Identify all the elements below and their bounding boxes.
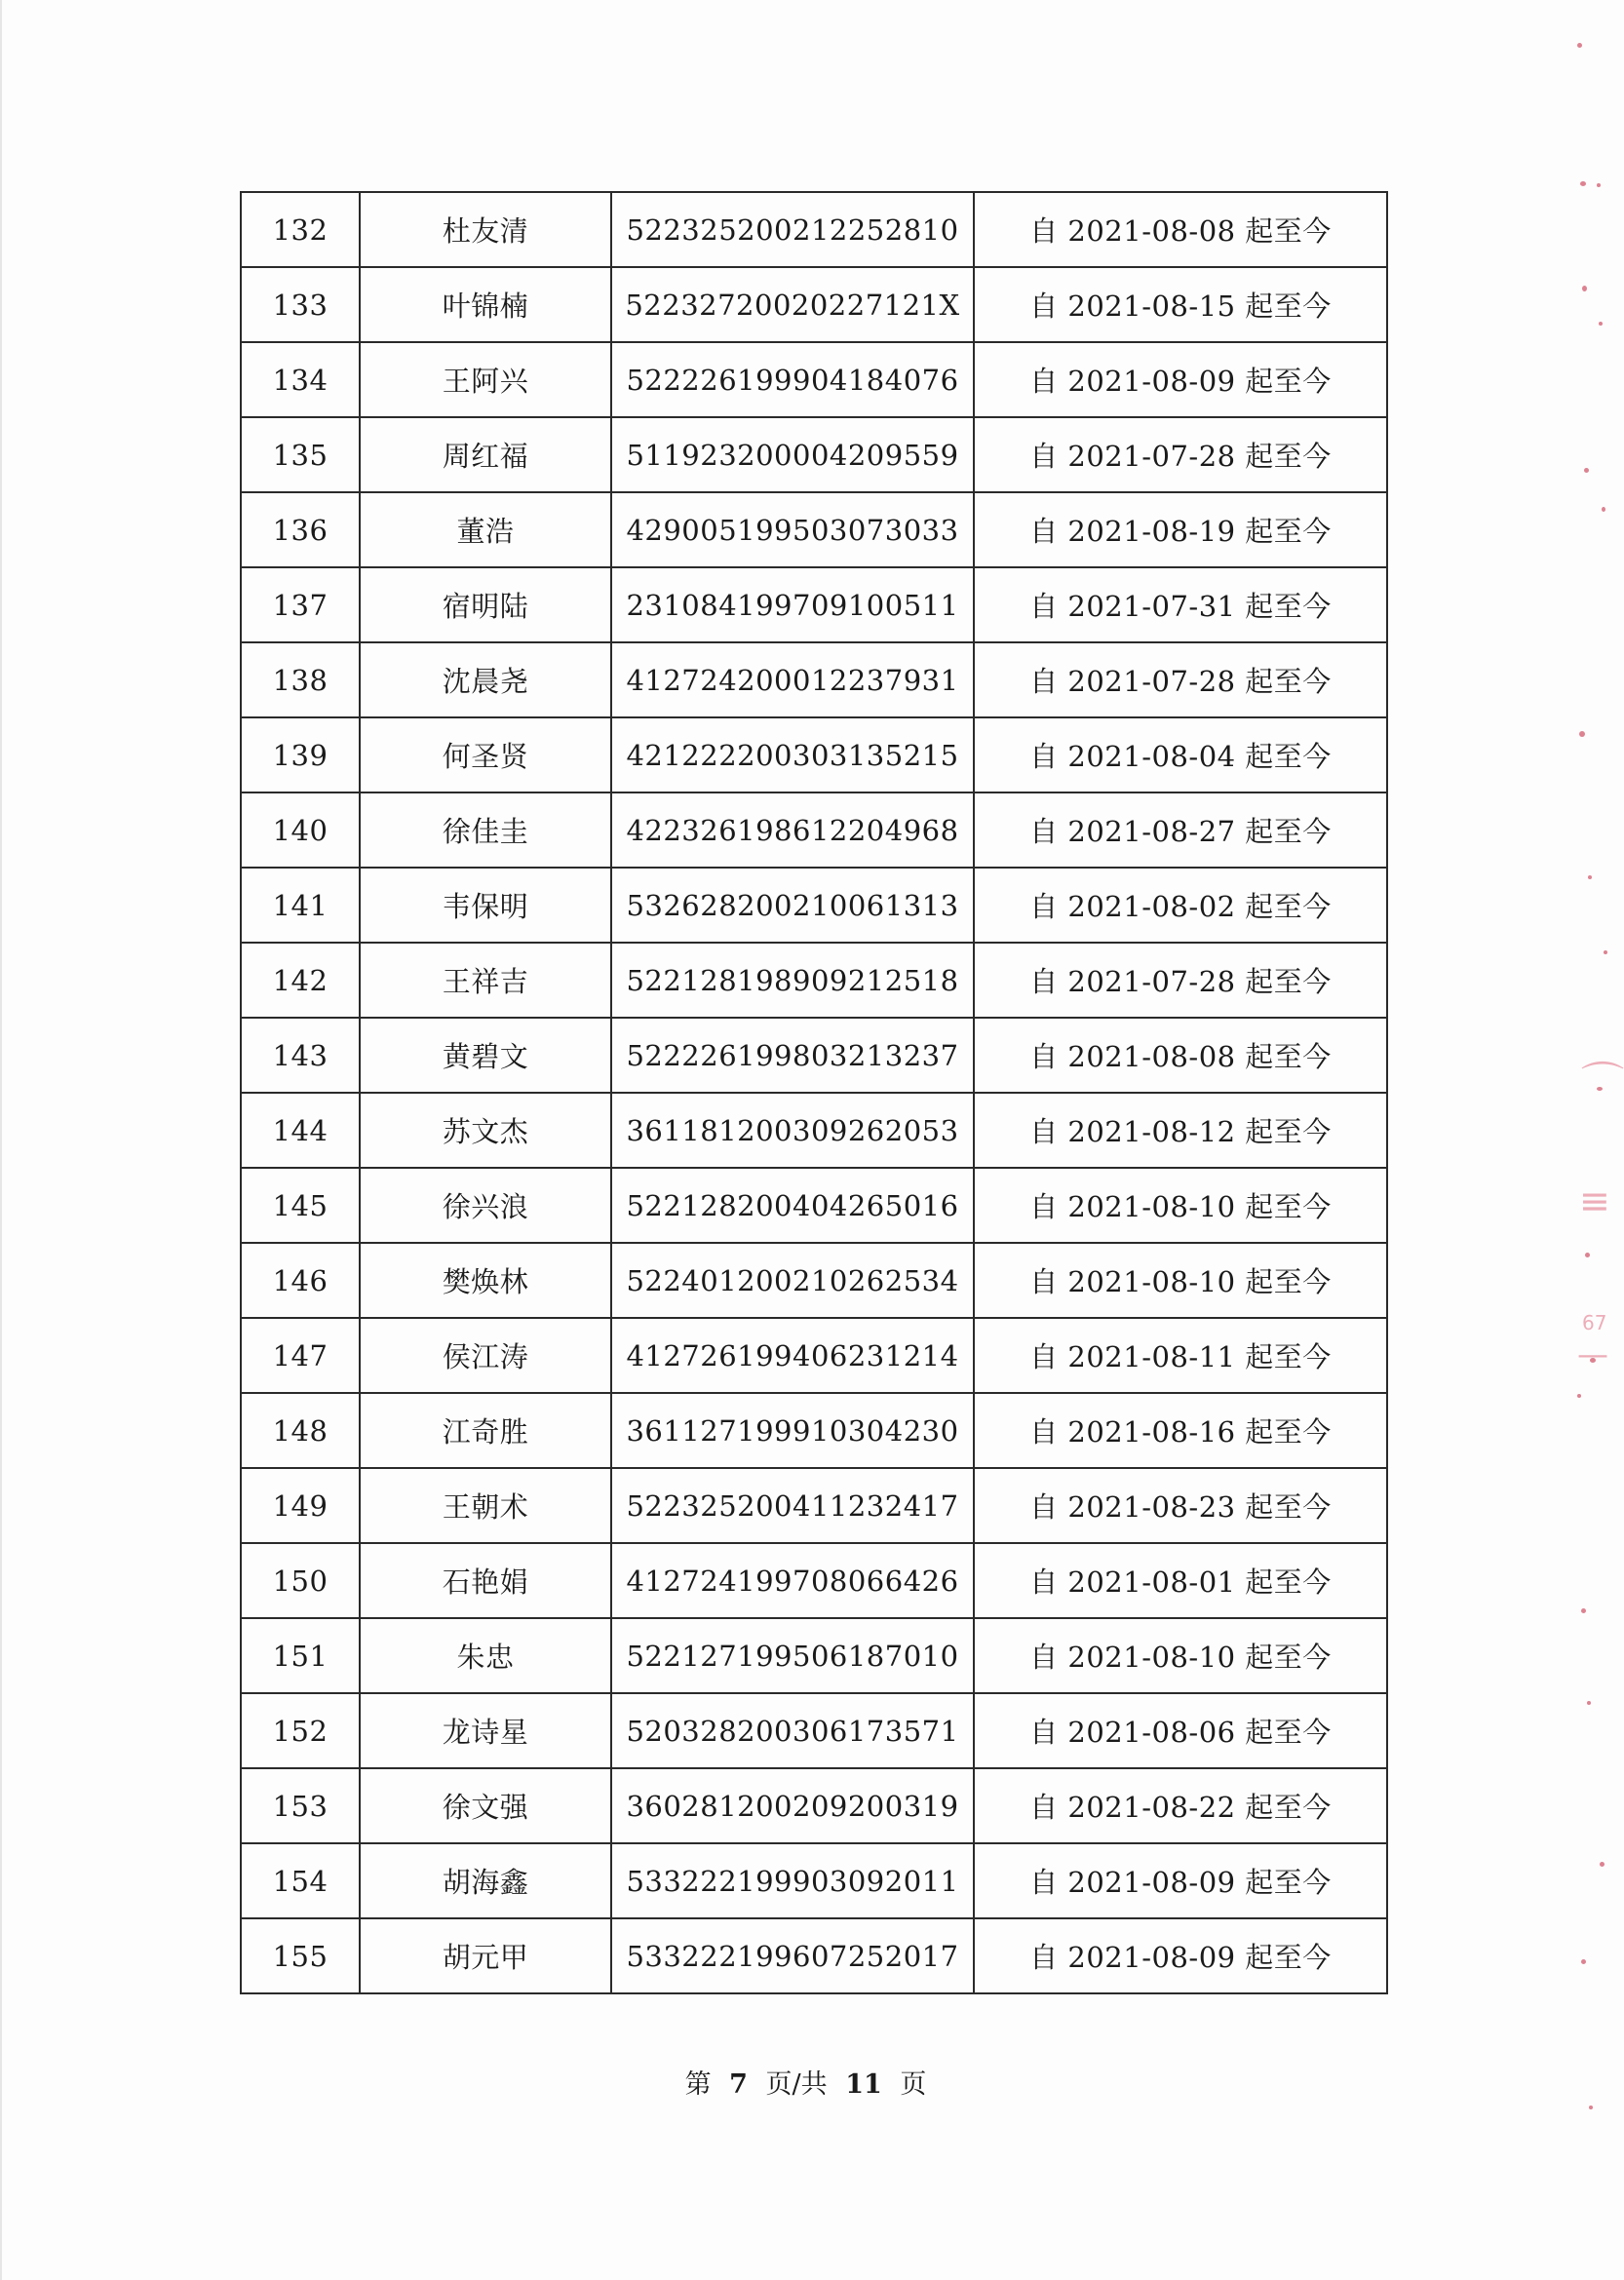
seal-fragment-text: 67 — [1582, 1311, 1607, 1334]
employment-period-cell: 自 2021-07-28 起至今 — [974, 417, 1387, 492]
row-number-cell: 155 — [241, 1918, 360, 1993]
row-number-cell: 138 — [241, 642, 360, 717]
employment-period-cell: 自 2021-08-23 起至今 — [974, 1468, 1387, 1543]
row-number-cell: 151 — [241, 1618, 360, 1693]
employment-period-cell: 自 2021-07-28 起至今 — [974, 642, 1387, 717]
total-page-count: 11 — [845, 2069, 882, 2100]
id-number-cell: 522401200210262534 — [611, 1243, 974, 1318]
row-number-cell: 137 — [241, 567, 360, 642]
table-row — [241, 1618, 1387, 1693]
row-number-cell: 134 — [241, 342, 360, 417]
row-number-cell: 153 — [241, 1768, 360, 1843]
person-name-cell: 胡海鑫 — [360, 1843, 611, 1918]
row-number-cell: 152 — [241, 1693, 360, 1768]
id-number-cell: 522128198909212518 — [611, 943, 974, 1018]
id-number-cell: 361181200309262053 — [611, 1093, 974, 1168]
person-name-cell: 侯江涛 — [360, 1318, 611, 1393]
id-number-cell: 412724199708066426 — [611, 1543, 974, 1618]
id-number-cell: 522128200404265016 — [611, 1168, 974, 1243]
id-number-cell: 522226199803213237 — [611, 1018, 974, 1093]
person-name-cell: 杜友清 — [360, 192, 611, 267]
footer-suffix: 页 — [900, 2069, 927, 2100]
employment-period-cell: 自 2021-08-09 起至今 — [974, 1918, 1387, 1993]
person-name-cell: 王祥吉 — [360, 943, 611, 1018]
employment-period-cell: 自 2021-08-10 起至今 — [974, 1168, 1387, 1243]
employment-period-cell: 自 2021-08-10 起至今 — [974, 1618, 1387, 1693]
employment-period-cell: 自 2021-07-28 起至今 — [974, 943, 1387, 1018]
id-number-cell: 422326198612204968 — [611, 792, 974, 868]
id-number-cell: 360281200209200319 — [611, 1768, 974, 1843]
employment-period-cell: 自 2021-08-15 起至今 — [974, 267, 1387, 342]
person-name-cell: 徐文强 — [360, 1768, 611, 1843]
row-number-cell: 144 — [241, 1093, 360, 1168]
employment-period-cell: 自 2021-08-16 起至今 — [974, 1393, 1387, 1468]
person-name-cell: 宿明陆 — [360, 567, 611, 642]
id-number-cell: 421222200303135215 — [611, 717, 974, 792]
employment-period-cell: 自 2021-08-08 起至今 — [974, 192, 1387, 267]
employment-period-cell: 自 2021-08-11 起至今 — [974, 1318, 1387, 1393]
current-page-number: 7 — [729, 2069, 748, 2100]
id-number-cell: 522325200212252810 — [611, 192, 974, 267]
id-number-cell: 533222199903092011 — [611, 1843, 974, 1918]
footer-prefix: 第 — [684, 2069, 712, 2100]
row-number-cell: 135 — [241, 417, 360, 492]
employment-period-cell: 自 2021-08-09 起至今 — [974, 1843, 1387, 1918]
person-name-cell: 徐兴浪 — [360, 1168, 611, 1243]
employment-period-cell: 自 2021-08-10 起至今 — [974, 1243, 1387, 1318]
roster-table-body — [241, 192, 1387, 1993]
page-number-footer — [0, 2063, 1611, 2101]
person-name-cell: 龙诗星 — [360, 1693, 611, 1768]
table-row — [241, 1093, 1387, 1168]
employment-period-cell: 自 2021-08-19 起至今 — [974, 492, 1387, 567]
row-number-cell: 139 — [241, 717, 360, 792]
person-name-cell: 苏文杰 — [360, 1093, 611, 1168]
id-number-cell: 522127199506187010 — [611, 1618, 974, 1693]
id-number-cell: 520328200306173571 — [611, 1693, 974, 1768]
table-row — [241, 1543, 1387, 1618]
table-row — [241, 1843, 1387, 1918]
roster-table — [240, 191, 1388, 1994]
employment-period-cell: 自 2021-07-31 起至今 — [974, 567, 1387, 642]
employment-period-cell: 自 2021-08-01 起至今 — [974, 1543, 1387, 1618]
id-number-cell: 412726199406231214 — [611, 1318, 974, 1393]
table-row — [241, 792, 1387, 868]
employment-period-cell: 自 2021-08-09 起至今 — [974, 342, 1387, 417]
table-row — [241, 1918, 1387, 1993]
row-number-cell: 136 — [241, 492, 360, 567]
table-row — [241, 267, 1387, 342]
table-row — [241, 1393, 1387, 1468]
table-row — [241, 1018, 1387, 1093]
employment-period-cell: 自 2021-08-02 起至今 — [974, 868, 1387, 943]
person-name-cell: 黄碧文 — [360, 1018, 611, 1093]
id-number-cell: 231084199709100511 — [611, 567, 974, 642]
person-name-cell: 王朝术 — [360, 1468, 611, 1543]
id-number-cell: 533222199607252017 — [611, 1918, 974, 1993]
table-row — [241, 417, 1387, 492]
row-number-cell: 141 — [241, 868, 360, 943]
person-name-cell: 樊焕林 — [360, 1243, 611, 1318]
row-number-cell: 149 — [241, 1468, 360, 1543]
employment-period-cell: 自 2021-08-06 起至今 — [974, 1693, 1387, 1768]
person-name-cell: 石艳娟 — [360, 1543, 611, 1618]
table-row — [241, 717, 1387, 792]
person-name-cell: 沈晨尧 — [360, 642, 611, 717]
person-name-cell: 韦保明 — [360, 868, 611, 943]
person-name-cell: 江奇胜 — [360, 1393, 611, 1468]
table-row — [241, 1243, 1387, 1318]
id-number-cell: 522226199904184076 — [611, 342, 974, 417]
id-number-cell: 511923200004209559 — [611, 417, 974, 492]
id-number-cell: 532628200210061313 — [611, 868, 974, 943]
id-number-cell: 52232720020227121X — [611, 267, 974, 342]
row-number-cell: 145 — [241, 1168, 360, 1243]
person-name-cell: 胡元甲 — [360, 1918, 611, 1993]
row-number-cell: 146 — [241, 1243, 360, 1318]
footer-middle: 页/共 — [765, 2069, 828, 2100]
id-number-cell: 412724200012237931 — [611, 642, 974, 717]
row-number-cell: 133 — [241, 267, 360, 342]
person-name-cell: 徐佳圭 — [360, 792, 611, 868]
row-number-cell: 154 — [241, 1843, 360, 1918]
table-row — [241, 492, 1387, 567]
table-row — [241, 642, 1387, 717]
row-number-cell: 142 — [241, 943, 360, 1018]
table-row — [241, 567, 1387, 642]
row-number-cell: 147 — [241, 1318, 360, 1393]
person-name-cell: 朱忠 — [360, 1618, 611, 1693]
person-name-cell: 何圣贤 — [360, 717, 611, 792]
table-row — [241, 1468, 1387, 1543]
id-number-cell: 429005199503073033 — [611, 492, 974, 567]
id-number-cell: 522325200411232417 — [611, 1468, 974, 1543]
table-row — [241, 1318, 1387, 1393]
employment-period-cell: 自 2021-08-22 起至今 — [974, 1768, 1387, 1843]
table-row — [241, 1768, 1387, 1843]
row-number-cell: 150 — [241, 1543, 360, 1618]
table-row — [241, 342, 1387, 417]
employment-period-cell: 自 2021-08-27 起至今 — [974, 792, 1387, 868]
row-number-cell: 132 — [241, 192, 360, 267]
row-number-cell: 148 — [241, 1393, 360, 1468]
person-name-cell: 王阿兴 — [360, 342, 611, 417]
employment-period-cell: 自 2021-08-04 起至今 — [974, 717, 1387, 792]
table-row — [241, 943, 1387, 1018]
table-row — [241, 192, 1387, 267]
row-number-cell: 140 — [241, 792, 360, 868]
person-name-cell: 叶锦楠 — [360, 267, 611, 342]
employment-period-cell: 自 2021-08-12 起至今 — [974, 1093, 1387, 1168]
id-number-cell: 361127199910304230 — [611, 1393, 974, 1468]
person-name-cell: 周红福 — [360, 417, 611, 492]
employment-period-cell: 自 2021-08-08 起至今 — [974, 1018, 1387, 1093]
row-number-cell: 143 — [241, 1018, 360, 1093]
table-row — [241, 1168, 1387, 1243]
person-name-cell: 董浩 — [360, 492, 611, 567]
table-row — [241, 1693, 1387, 1768]
table-row — [241, 868, 1387, 943]
